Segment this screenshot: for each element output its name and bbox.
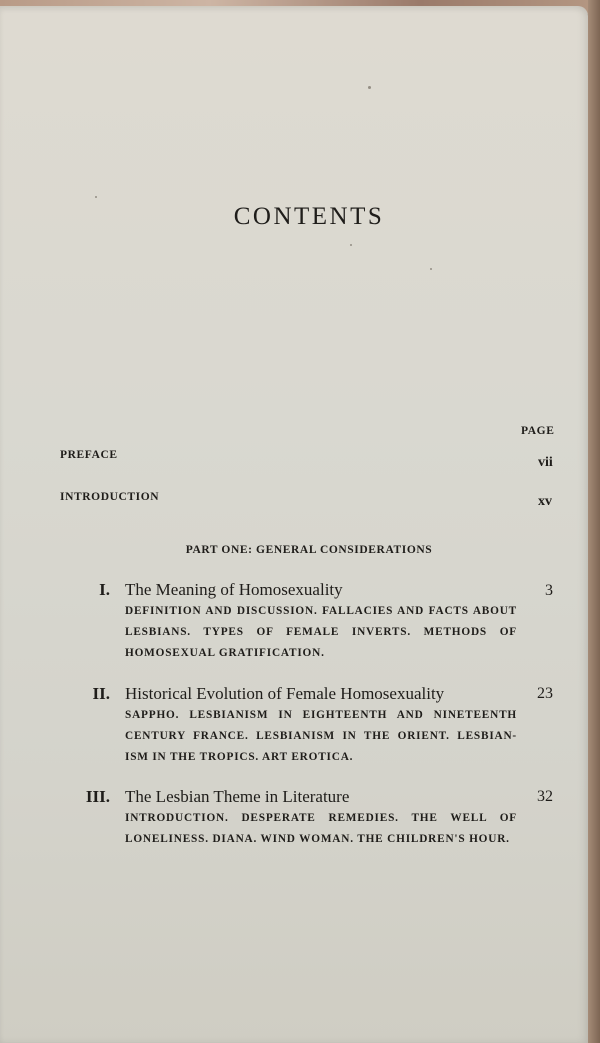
chapter-3-number: III. xyxy=(85,787,110,806)
chapter-2-number: II. xyxy=(92,684,110,703)
chapter-3-title: The Lesbian Theme in Literature xyxy=(125,787,350,806)
introduction-label: INTRODUCTION xyxy=(60,491,160,503)
chapter-3-page: 32 xyxy=(537,788,553,805)
page-column-label: PAGE xyxy=(521,425,555,437)
chapter-1-page: 3 xyxy=(545,582,553,599)
chapter-2-title: Historical Evolution of Female Homosexuality xyxy=(125,684,445,703)
paper-speck xyxy=(368,86,371,89)
chapter-1-description: DEFINITION AND DISCUSSION. FALLACIES AND FACTS ABOUT LESBIANS. TYPES OF FEMALE INVERTS. METHODS OF HOMOSEXUAL GRATIFICATION. xyxy=(125,605,517,659)
paper-speck xyxy=(430,268,432,270)
contents-heading: CONTENTS xyxy=(233,202,385,230)
introduction-page: xv xyxy=(538,494,552,509)
chapter-2-description: SAPPHO. LESBIANISM IN EIGHTEENTH AND NINETEENTH CENTURY FRANCE. LESBIANISM IN THE ORIENT. LESBIAN-ISM IN THE TROPICS. ART EROTICA. xyxy=(125,709,517,763)
page-edge xyxy=(588,0,600,1043)
chapter-1-number: I. xyxy=(99,580,110,599)
chapter-1-title: The Meaning of Homosexuality xyxy=(125,580,343,599)
book-page xyxy=(0,6,588,1043)
paper-speck xyxy=(350,244,352,246)
preface-page: vii xyxy=(538,455,553,470)
chapter-2-page: 23 xyxy=(537,685,553,702)
paper-speck xyxy=(95,196,97,198)
chapter-3-description: INTRODUCTION. DESPERATE REMEDIES. THE WELL OF LONELINESS. DIANA. WIND WOMAN. THE CHILDREN'S HOUR. xyxy=(125,812,517,845)
preface-label: PREFACE xyxy=(60,449,118,461)
part-one-heading: PART ONE: GENERAL CONSIDERATIONS xyxy=(185,544,433,556)
